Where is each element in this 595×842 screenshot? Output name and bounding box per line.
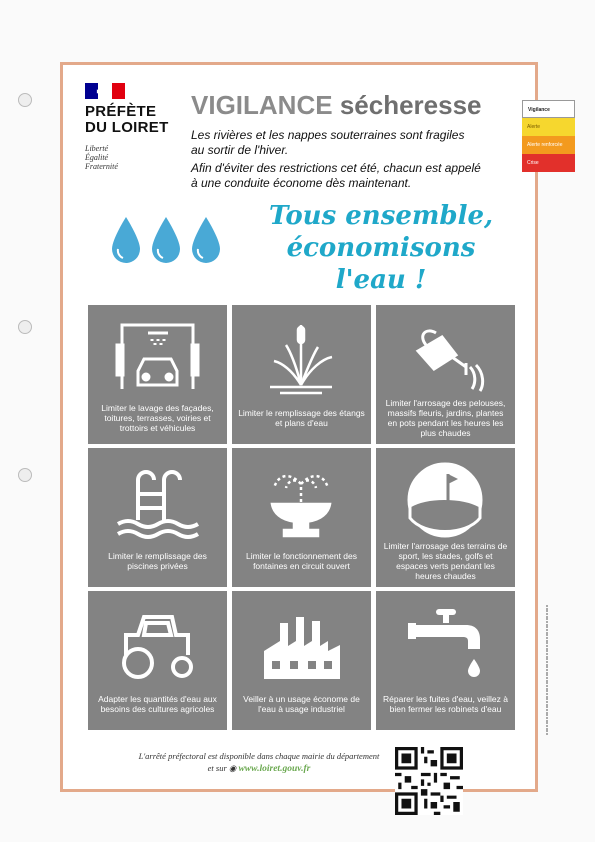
reed-plant-icon [252,315,351,397]
tile-watering [376,305,515,444]
fountain-icon [252,458,351,540]
water-drop-icon [149,215,183,267]
tile-agriculture [88,591,227,730]
footer-note-text: L'arrêté préfectoral est disponible dans chaque mairie du département [138,751,380,761]
pool-ladder-icon [108,458,207,540]
tile-pools [88,448,227,587]
prefecture-name: PRÉFÈTE DU LOIRET [85,103,169,136]
tile-label: Réparer les fuites d'eau, veillez à bien fermer les robinets d'eau [383,693,508,714]
car-wash-icon [108,315,207,397]
qr-code[interactable] [395,747,463,815]
scale-level-alerte: Alerte [522,118,575,136]
tile-label: Limiter l'arrosage des terrains de sport, les stades, golfs et espaces verts pendant les heures chaudes [383,540,508,581]
golf-flag-icon [396,458,495,540]
slogan: Tous ensemble, économisons l'eau ! [268,201,494,295]
globe-icon: ◉ [228,763,237,773]
page-title [191,90,482,121]
faucet-icon [396,601,495,683]
website-link[interactable]: www.loiret.gouv.fr [238,764,311,774]
water-drop-icon [109,215,143,267]
republic-motto: Liberté Égalité Fraternité [85,144,118,171]
punch-hole-bottom [18,468,32,482]
tile-industry [232,591,371,730]
scale-level-alerte-renforcee: Alerte renforcée [522,136,575,154]
intro-paragraph-2: Afin d'éviter des restrictions cet été, chacun est appelé à une conduite économe dès maintenant. [191,161,481,190]
tile-label: Adapter les quantités d'eau aux besoins des cultures agricoles [98,693,217,714]
tile-sports-fields [376,448,515,587]
factory-icon [252,601,351,683]
tile-leaks [376,591,515,730]
title-secheresse: sécheresse [339,90,482,120]
tile-label: Veiller à un usage économe de l'eau à usage industriel [243,693,360,714]
intro-text [191,128,481,194]
tile-fountains [232,448,371,587]
tile-label: Limiter le remplissage des piscines privées [108,550,207,571]
tile-car-wash [88,305,227,444]
marianne-icon: ◗ [95,86,101,96]
intro-paragraph-1: Les rivières et les nappes souterraines sont fragiles au sortir de l'hiver. [191,128,465,157]
tile-label: Limiter le lavage des façades, toitures, terrasses, voiries et trottoirs et véhicules [101,402,214,433]
tile-ponds [232,305,371,444]
tile-label: Limiter le remplissage des étangs et plans d'eau [238,407,365,428]
french-flag-icon [85,83,125,99]
scale-level-crise: Crise [522,154,575,172]
watering-can-icon [396,315,495,397]
title-vigilance: VIGILANCE [191,90,333,120]
drought-poster [60,62,538,792]
vigilance-scale [522,100,575,172]
water-drop-icon [189,215,223,267]
footer-prefix: et sur [207,763,227,773]
vertical-side-text-mark [544,605,550,735]
prefecture-logo [85,83,195,171]
water-drops [109,215,223,267]
punch-hole-middle [18,320,32,334]
eco-actions-grid [88,305,516,730]
punch-hole-top [18,93,32,107]
footer-note [119,750,399,775]
tile-label: Limiter l'arrosage des pelouses, massifs fleuris, jardins, plantes en pots pendant les heures les plus chaudes [385,397,506,438]
tractor-icon [108,601,207,683]
scale-level-vigilance: Vigilance [522,100,575,118]
tile-label: Limiter le fonctionnement des fontaines en circuit ouvert [245,550,358,571]
